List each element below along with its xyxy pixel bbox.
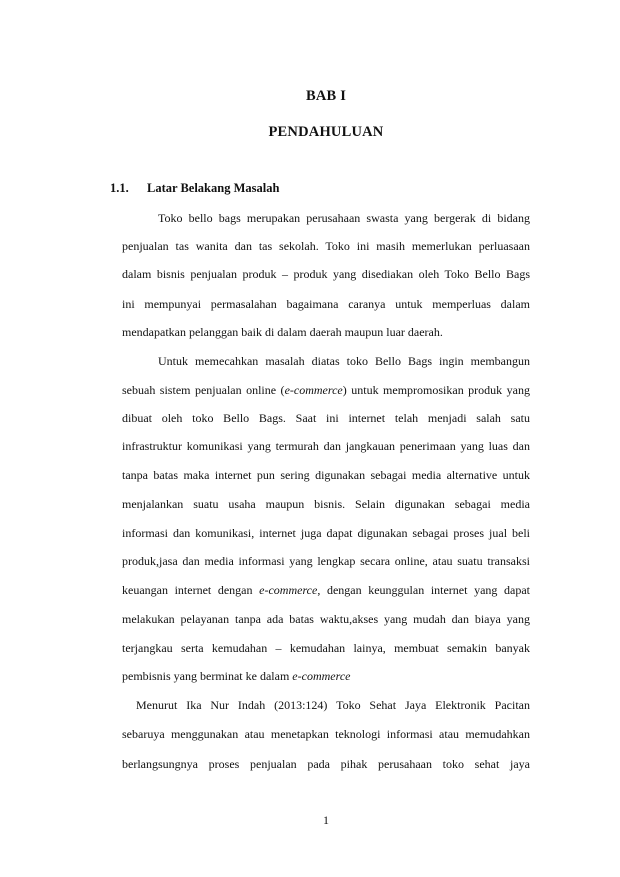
paragraph-3-line-1: Menurut Ika Nur Indah (2013:124) Toko Sehat Jaya Elektronik Pacitan <box>136 698 530 712</box>
paragraph-2-line-11: terjangkau serta kemudahan – kemudahan lainya, membuat semakin banyak <box>122 641 530 655</box>
paragraph-2-line-6: menjalankan suatu usaha maupun bisnis. Selain digunakan sebagai media <box>122 497 530 511</box>
paragraph-2-line-8: produk,jasa dan media informasi yang lengkap secara online, atau suatu transaksi <box>122 554 530 568</box>
italic-term: e-commerce <box>259 583 318 597</box>
paragraph-2-line-2: sebuah sistem penjualan online (e-commerce) untuk mempromosikan produk yang <box>122 383 530 397</box>
page-number: 1 <box>323 813 329 827</box>
paragraph-2-line-12: pembisnis yang berminat ke dalam e-commerce <box>122 669 351 683</box>
paragraph-2-line-5: tanpa batas maka internet pun sering digunakan sebagai media alternative untuk <box>122 468 530 482</box>
paragraph-1-line-5: mendapatkan pelanggan baik di dalam daerah maupun luar daerah. <box>122 325 443 339</box>
paragraph-1-line-2: penjualan tas wanita dan tas sekolah. Toko ini masih memerlukan perluasaan <box>122 239 530 253</box>
italic-term: e-commerce <box>284 383 343 397</box>
section-heading <box>110 181 279 196</box>
paragraph-2-line-7: informasi dan komunikasi, internet juga dapat digunakan sebagai proses jual beli <box>122 526 530 540</box>
paragraph-3-line-3: berlangsungnya proses penjualan pada pihak perusahaan toko sehat jaya <box>122 757 530 771</box>
paragraph-2-line-1: Untuk memecahkan masalah diatas toko Bello Bags ingin membangun <box>158 354 530 368</box>
paragraph-1-line-3: dalam bisnis penjualan produk – produk yang disediakan oleh Toko Bello Bags <box>122 267 530 281</box>
paragraph-3-line-2: sebaruya menggunakan atau menetapkan teknologi informasi atau memudahkan <box>122 727 530 741</box>
chapter-number: BAB I <box>305 88 347 104</box>
section-number: 1.1. <box>110 181 129 195</box>
paragraph-2-line-4: infrastruktur komunikasi yang termurah dan jangkauan penerimaan yang luas dan <box>122 439 530 453</box>
paragraph-1-line-4: ini mempunyai permasalahan bagaimana caranya untuk memperluas dalam <box>122 297 530 311</box>
paragraph-2-line-9: keuangan internet dengan e-commerce, dengan keunggulan internet yang dapat <box>122 583 531 597</box>
paragraph-2-line-10: melakukan pelayanan tanpa ada batas waktu,akses yang mudah dan biaya yang <box>122 612 530 626</box>
section-title: Latar Belakang Masalah <box>147 181 280 195</box>
italic-term: e-commerce <box>292 669 351 683</box>
paragraph-1-line-1: Toko bello bags merupakan perusahaan swasta yang bergerak di bidang <box>158 211 530 225</box>
chapter-title: PENDAHULUAN <box>268 124 384 140</box>
paragraph-2-line-3: dibuat oleh toko Bello Bags. Saat ini internet telah menjadi salah satu <box>122 411 530 425</box>
